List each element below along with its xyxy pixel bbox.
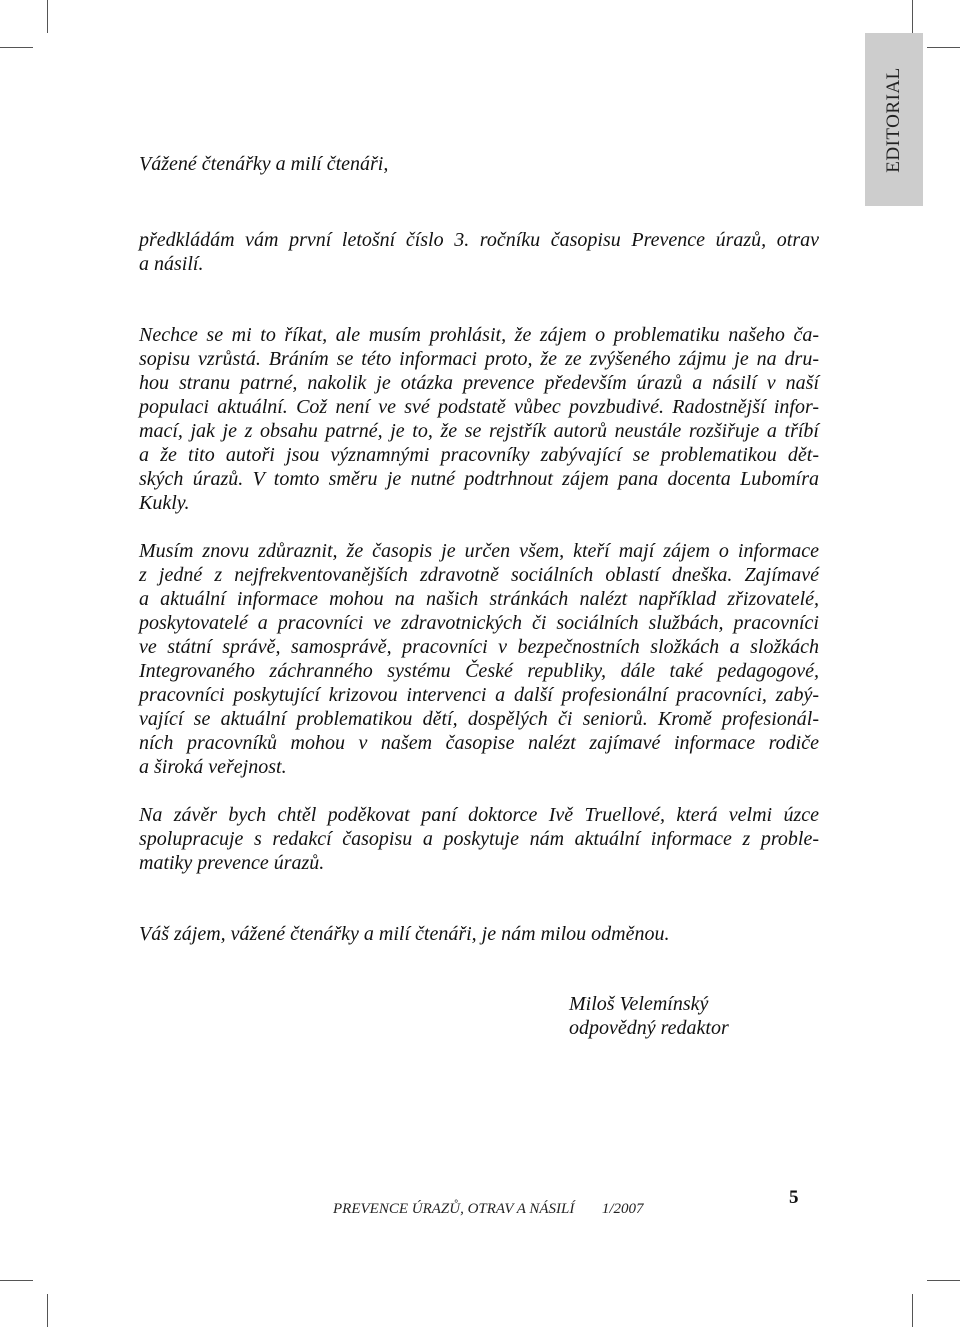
paragraph-line: předkládám vám první letošní číslo 3. ročníku časopisu Prevence úrazů, otrav [139,229,819,251]
paragraph-line: a široká veřejnost. [139,756,287,778]
paragraph-line: pracovníci poskytující krizovou intervenci a další profesionální pracovníci, zabý- [139,684,819,706]
closing-line: Váš zájem, vážené čtenářky a milí čtenáři, je nám milou odměnou. [139,923,670,945]
crop-mark-top-right-v [912,0,913,33]
paragraph-line: Musím znovu zdůraznit, že časopis je určen všem, kteří mají zájem o informace [139,540,819,562]
signature-block [569,992,729,1040]
paragraph-line: Nechce se mi to říkat, ale musím prohlásit, že zájem o problematiku našeho ča- [139,324,819,346]
paragraph-line: hou stranu patrné, nakolik je otázka prevence především úrazů a násilí v naší [139,372,819,394]
paragraph-line: populaci aktuální. Což není ve své podstatě vůbec povzbudivé. Radostnější infor- [139,396,819,418]
crop-mark-top-left-h [0,47,33,48]
footer [333,1201,644,1218]
paragraph-line: Integrovaného záchranného systému České republiky, dále také pedagogové, [139,660,819,682]
paragraph-4 [139,803,819,875]
paragraph-line: z jedné z nejfrekventovanějších zdravotně sociálních oblastí dneška. Zajímavé [139,564,819,586]
crop-mark-bottom-left-h [0,1280,33,1281]
paragraph-line: Kukly. [139,492,190,514]
paragraph-line: sopisu vzrůstá. Bráním se této informaci proto, že ze zvýšeného zájmu je na dru- [139,348,819,370]
paragraph-line: spolupracuje s redakcí časopisu a poskytuje nám aktuální informace z proble- [139,828,819,850]
paragraph-3 [139,539,819,779]
paragraph-line: poskytovatelé a pracovníci ve zdravotnických či sociálních službách, pracovníci [139,612,819,634]
crop-mark-bottom-right-v [912,1294,913,1327]
paragraph-2 [139,323,819,515]
paragraph-line: matiky prevence úrazů. [139,852,325,874]
paragraph-line: ských úrazů. V tomto směru je nutné podtrhnout zájem pana docenta Lubomíra [139,468,819,490]
paragraph-line: mací, jak je z obsahu patrné, je to, že se rejstřík autorů neustále rozšiřuje a tříbí [139,420,819,442]
paragraph-line: ve státní správě, samosprávě, pracovníci v bezpečnostních složkách a složkách [139,636,819,658]
paragraph-line: a že tito autoři jsou významnými pracovníky zabývající se problematikou dět- [139,444,819,466]
salutation: Vážené čtenářky a milí čtenáři, [139,153,389,175]
crop-mark-bottom-left-v [47,1294,48,1327]
footer-journal-title: PREVENCE ÚRAZŮ, OTRAV A NÁSILÍ [333,1201,575,1217]
paragraph-line: a násilí. [139,253,204,275]
page-number: 5 [789,1187,799,1208]
section-tab-label: EDITORIAL [883,66,904,173]
crop-mark-top-right-h [927,47,960,48]
footer-issue: 1/2007 [601,1201,644,1217]
paragraph-line: a aktuální informace mohou na našich stránkách nalézt například zřizovatelé, [139,588,819,610]
crop-mark-top-left-v [47,0,48,33]
paragraph-line: ních pracovníků mohou v našem časopise nalézt zajímavé informace rodiče [139,732,819,754]
crop-mark-bottom-right-h [927,1280,960,1281]
signature-role: odpovědný redaktor [569,1017,729,1039]
paragraph-line: vající se aktuální problematikou dětí, dospělých či seniorů. Kromě profesionál- [139,708,819,730]
signature-name: Miloš Velemínský [569,993,709,1015]
paragraph-line: Na závěr bych chtěl poděkovat paní doktorce Ivě Truellové, která velmi úzce [139,804,819,826]
section-tab [865,33,923,206]
paragraph-1 [139,228,819,276]
